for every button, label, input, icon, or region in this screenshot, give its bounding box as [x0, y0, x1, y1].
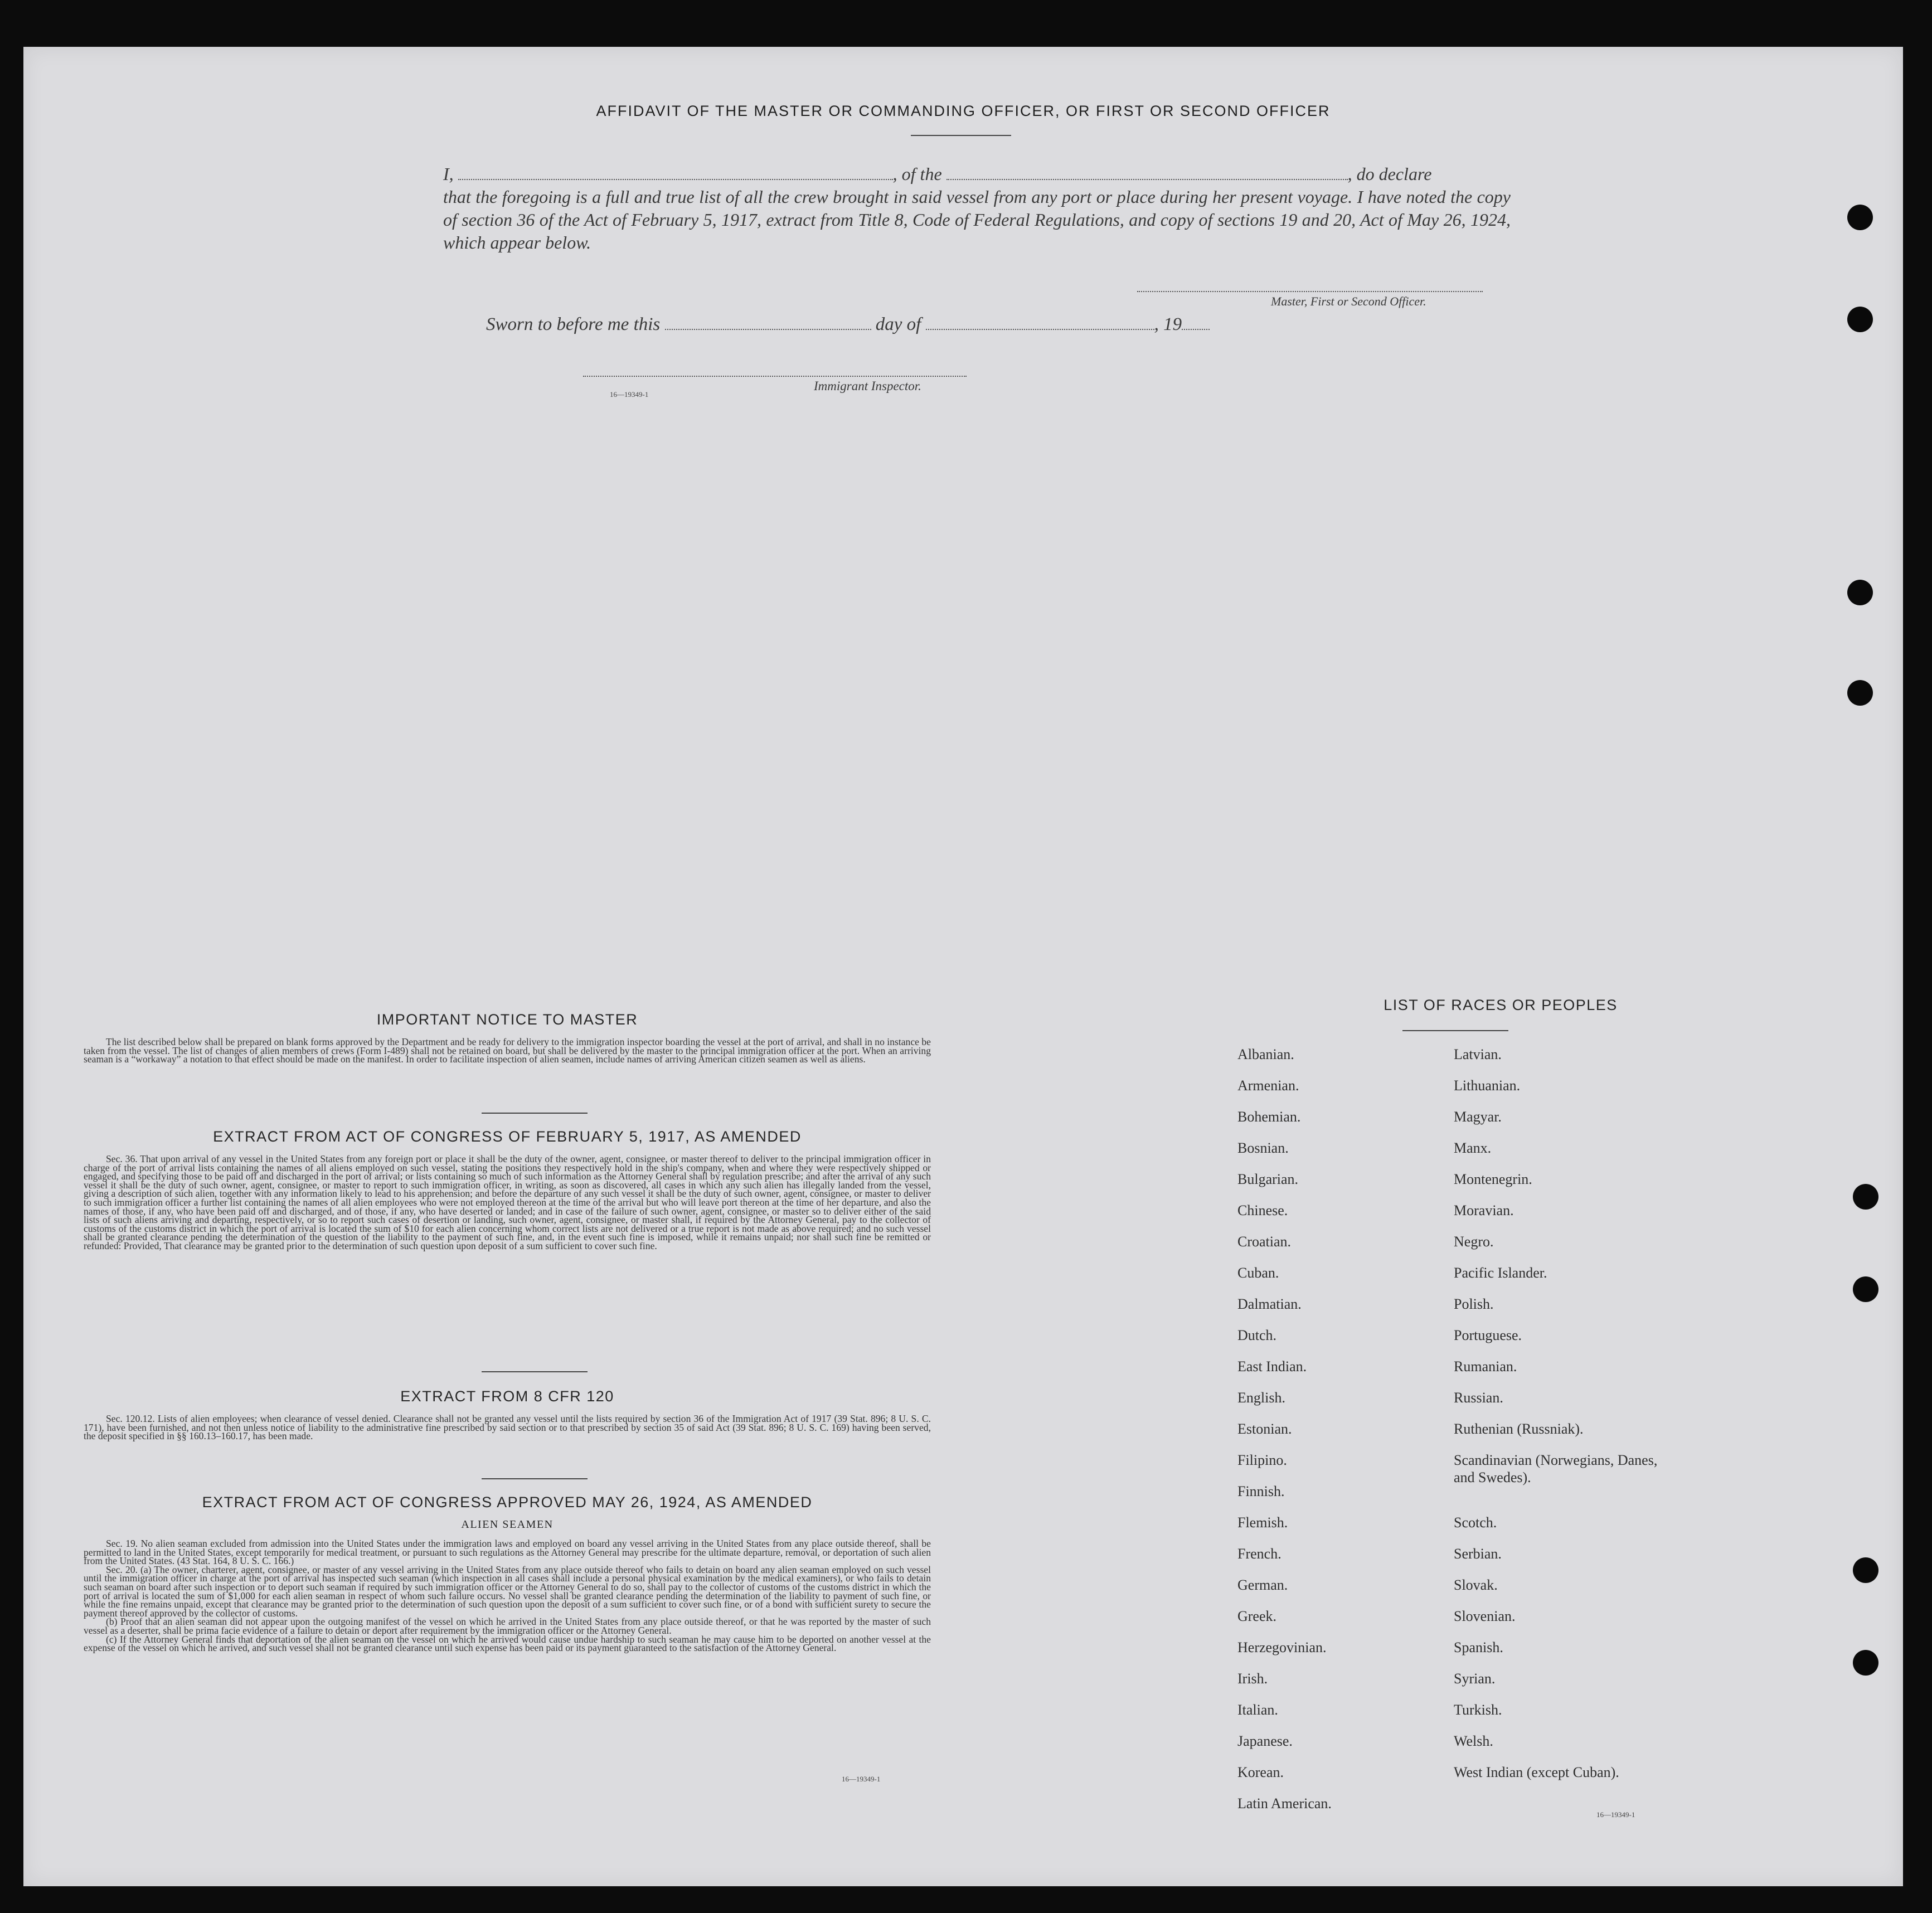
races-left-column — [1237, 1039, 1332, 1819]
race-item: Portuguese. — [1454, 1327, 1522, 1343]
affidavit-text — [443, 163, 1511, 254]
race-item: Magyar. — [1454, 1109, 1502, 1125]
race-item: Moravian. — [1454, 1202, 1514, 1218]
race-item: Polish. — [1454, 1296, 1494, 1312]
extract-cfr-title: EXTRACT FROM 8 CFR 120 — [400, 1388, 614, 1405]
race-item: Latin American. — [1237, 1795, 1332, 1812]
race-item: Russian. — [1454, 1390, 1503, 1406]
notice-paragraph: The list described below shall be prepared on blank forms approved by the Department and be ready for delivery to the immigration inspector boarding the vessel at the port of arrival, and shall in no instance be taken from the vessel. The list of changes of alien members of crews (Form I-489) shall not be retained on board, but shall be delivered by the master to the principal immigration officer at the port. When an arriving seaman is a “workaway” a notation to that effect should be made on the manifest. In order to facilitate inspection of alien seamen, include names of arriving American citizen seamen as well as aliens. — [84, 1036, 931, 1065]
sec-20c-paragraph: (c) If the Attorney General finds that deportation of the alien seaman on the vessel on which he arrived would cause undue hardship to such seaman he may cause him to be deported on another vessel at the expense of the vessel on which he arrived, and such vessel shall not be granted clearance until such expense has been paid or its payment guaranteed to the satisfaction of the Attorney General. — [84, 1633, 931, 1654]
master-signature-line[interactable] — [1137, 291, 1483, 292]
race-item: Spanish. — [1454, 1639, 1503, 1655]
race-item: Ruthenian (Russniak). — [1454, 1421, 1584, 1437]
sworn-month-field[interactable] — [926, 328, 1154, 330]
extract-1917-divider — [482, 1371, 588, 1372]
punch-hole — [1853, 1276, 1878, 1302]
race-item: Albanian. — [1237, 1046, 1294, 1062]
race-item: Filipino. — [1237, 1452, 1287, 1468]
race-item: East Indian. — [1237, 1358, 1307, 1375]
sworn-label: Sworn to before me this — [486, 314, 661, 334]
race-item: Bosnian. — [1237, 1140, 1289, 1156]
of-the-label: , of the — [892, 164, 942, 184]
race-item: Negro. — [1454, 1234, 1494, 1250]
races-title: LIST OF RACES OR PEOPLES — [1384, 997, 1618, 1013]
sec-20b-paragraph: (b) Proof that an alien seaman did not appear upon the outgoing manifest of the vessel on which he arrived in the United States from any place outside thereof, or that he was reported by the master of such vessel as a deserter, shall be prima facie evidence of a failure to detain or deport after requirement by the immigration officer or the Attorney General. — [84, 1616, 931, 1636]
punch-hole — [1847, 680, 1873, 706]
race-item: Chinese. — [1237, 1202, 1288, 1218]
do-declare-label: , do declare — [1347, 164, 1432, 184]
race-item: Scotch. — [1454, 1514, 1497, 1531]
form-number: 16—19349-1 — [610, 390, 649, 399]
inspector-label: Immigrant Inspector. — [814, 379, 921, 393]
punch-hole — [1847, 307, 1873, 332]
sworn-year-field[interactable] — [1182, 328, 1210, 330]
extract-1924-text — [84, 1540, 931, 1653]
race-item: Flemish. — [1237, 1514, 1288, 1531]
extract-cfr-text — [84, 1415, 931, 1441]
name-field[interactable] — [458, 178, 893, 180]
sec-20a-paragraph: Sec. 20. (a) The owner, charterer, agent, consignee, or master of any vessel arriving in the United States from any place outside thereof who fails to detain on board any alien seaman employed on such vessel until the immigration officer in charge at the port of arrival has inspected such seaman (which inspection in all cases shall include a personal physical examination by the medical examiners), or who fails to detain such seaman on board after such inspection or to deport such seaman if required by such immigration officer or the Attorney General to do so, shall pay to the collector of customs of the customs district in which the port of arrival is located the sum of $1,000 for each alien seaman in respect of whom such failure occurs. No vessel shall be granted clearance pending the determination of the liability to payment of such fine, or while the fine remains unpaid, except that clearance may be granted prior to the determination of such question upon the deposit of a sum sufficient to cover such fine, or of a bond with sufficient surety to secure the payment thereof approved by the collector of customs. — [84, 1564, 931, 1619]
form-page — [23, 47, 1903, 1886]
race-item: Turkish. — [1454, 1702, 1502, 1718]
race-item: Korean. — [1237, 1764, 1284, 1780]
year-label: , 19 — [1154, 314, 1182, 334]
affidavit-title: AFFIDAVIT OF THE MASTER OR COMMANDING OFFICER, OR FIRST OR SECOND OFFICER — [596, 103, 1331, 119]
race-item: Latvian. — [1454, 1046, 1502, 1062]
race-item: Italian. — [1237, 1702, 1278, 1718]
extract-form-number: 16—19349-1 — [842, 1775, 881, 1783]
title-divider — [911, 135, 1011, 136]
race-item: West Indian (except Cuban). — [1454, 1764, 1619, 1780]
race-item: Slovak. — [1454, 1577, 1498, 1593]
race-item: Estonian. — [1237, 1421, 1292, 1437]
race-item: Welsh. — [1454, 1733, 1493, 1749]
extract-cfr-divider — [482, 1478, 588, 1479]
race-item: Montenegrin. — [1454, 1171, 1532, 1187]
extract-1917-title: EXTRACT FROM ACT OF CONGRESS OF FEBRUARY 5, 1917, AS AMENDED — [213, 1128, 802, 1145]
sec-19-paragraph: Sec. 19. No alien seaman excluded from admission into the United States under the immigration laws and employed on board any vessel arriving in the United States from any place outside thereof, shall be permitted to land in the United States, except temporarily for medical treatment, or pursuant to such regulations as the Attorney General may prescribe for the ultimate departure, removal, or deportation of such alien from the United States. (43 Stat. 164, 8 U. S. C. 166.) — [84, 1538, 931, 1567]
race-item: Lithuanian. — [1454, 1077, 1521, 1094]
race-item: Manx. — [1454, 1140, 1492, 1156]
race-item: Pacific Islander. — [1454, 1265, 1547, 1281]
notice-title: IMPORTANT NOTICE TO MASTER — [376, 1011, 638, 1028]
races-form-number: 16—19349-1 — [1596, 1810, 1635, 1819]
day-of-label: day of — [875, 314, 921, 334]
extract-1917-paragraph: Sec. 36. That upon arrival of any vessel in the United States from any foreign port or place it shall be the duty of the owner, agent, consignee, or master thereof to deliver to the principal immigration officer in charge of the port of arrival lists containing the names of all aliens employed on such vessel, stating the positions they respectively hold in the ship's company, when and where they were respectively shipped or engaged, and specifying those to be paid off and discharged in the port of arrival; or lists containing so much of such information as the Attorney General shall by regulation prescribe; and after the arrival of any such vessel it shall be the duty of such owner, agent, consignee, or master to report to such immigration officer, in writing, as soon as discovered, all cases in which any such alien has illegally landed from the vessel, giving a description of such alien, together with any information likely to lead to his apprehension; and before the departure of any such vessel it shall be the duty of such owner, agent, consignee, or master to deliver to such immigration officer a further list containing the names of all alien employees who were not employed thereon at the time of the arrival but who will leave port thereon at the time of her departure, and also the names of those, if any, who have been paid off and discharged, and of those, if any, who have deserted or landed; and in case of the failure of such owner, agent, consignee, or master so to deliver either of the said lists of such aliens arriving and departing, respectively, or so to report such cases of desertion or landing, such owner, agent, consignee, or master shall, if required by the Attorney General, pay to the collector of customs of the customs district in which the port of arrival is located the sum of $10 for each alien concerning whom correct lists are not delivered or a true report is not made as above required; and no such vessel shall be granted clearance pending the determination of the question of the liability to the payment of such fine, and, in the event such fine is imposed, while it remains unpaid; nor shall such fine be remitted or refunded: Provided, That clearance may be granted prior to the determination of such question upon deposit of a sum sufficient to cover such fine. — [84, 1153, 931, 1251]
race-item: Bulgarian. — [1237, 1171, 1299, 1187]
races-right-column — [1454, 1039, 1666, 1788]
inspector-signature-line[interactable] — [583, 376, 967, 377]
sworn-day-field[interactable] — [665, 328, 871, 330]
notice-text — [84, 1038, 931, 1064]
sworn-line — [486, 314, 1210, 335]
race-item: Japanese. — [1237, 1733, 1293, 1749]
race-item: Rumanian. — [1454, 1358, 1517, 1375]
punch-hole — [1853, 1650, 1878, 1676]
race-item: Dalmatian. — [1237, 1296, 1302, 1312]
race-item: Bohemian. — [1237, 1109, 1301, 1125]
race-item: Slovenian. — [1454, 1608, 1516, 1624]
punch-hole — [1853, 1184, 1878, 1210]
race-item: English. — [1237, 1390, 1285, 1406]
race-item: Dutch. — [1237, 1327, 1277, 1343]
punch-hole — [1847, 205, 1873, 230]
extract-1924-title: EXTRACT FROM ACT OF CONGRESS APPROVED MAY 26, 1924, AS AMENDED — [202, 1494, 813, 1511]
race-item: Serbian. — [1454, 1546, 1502, 1562]
race-item: Greek. — [1237, 1608, 1277, 1624]
race-item: Croatian. — [1237, 1234, 1292, 1250]
race-item: Cuban. — [1237, 1265, 1279, 1281]
vessel-field[interactable] — [946, 178, 1348, 180]
race-item: Scandinavian (Norwegians, Danes, and Swedes). — [1454, 1452, 1658, 1485]
races-divider — [1402, 1030, 1508, 1031]
race-item: Syrian. — [1454, 1671, 1496, 1687]
notice-divider — [482, 1113, 588, 1114]
race-item: Herzegovinian. — [1237, 1639, 1327, 1655]
race-item: Finnish. — [1237, 1483, 1285, 1499]
race-item: Irish. — [1237, 1671, 1268, 1687]
punch-hole — [1853, 1557, 1878, 1583]
extract-1917-text — [84, 1155, 931, 1251]
affidavit-body: that the foregoing is a full and true list of all the crew brought in said vessel from any port or place during her present voyage. I have noted the copy of section 36 of the Act of February 5, 1917, extract from Title 8, Code of Federal Regulations, and copy of sections 19 and 20, Act of May 26, 1924, which appear below. — [443, 187, 1511, 253]
master-signature-label: Master, First or Second Officer. — [1271, 294, 1426, 308]
race-item: German. — [1237, 1577, 1288, 1593]
race-item: French. — [1237, 1546, 1281, 1562]
extract-1924-subtitle: ALIEN SEAMEN — [461, 1518, 554, 1531]
punch-hole — [1847, 580, 1873, 605]
race-item: Armenian. — [1237, 1077, 1299, 1094]
i-label: I, — [443, 164, 454, 184]
extract-cfr-paragraph: Sec. 120.12. Lists of alien employees; when clearance of vessel denied. Clearance shall not be granted any vessel until the lists required by section 36 of the Immigration Act of 1917 (39 Stat. 896; 8 U. S. C. 171), have been furnished, and not then unless notice of liability to the administrative fine prescribed by said section or to that prescribed by section 35 of said Act (39 Stat. 896; 8 U. S. C. 169) having been served, the deposit specified in §§ 160.13–160.17, has been made. — [84, 1413, 931, 1442]
